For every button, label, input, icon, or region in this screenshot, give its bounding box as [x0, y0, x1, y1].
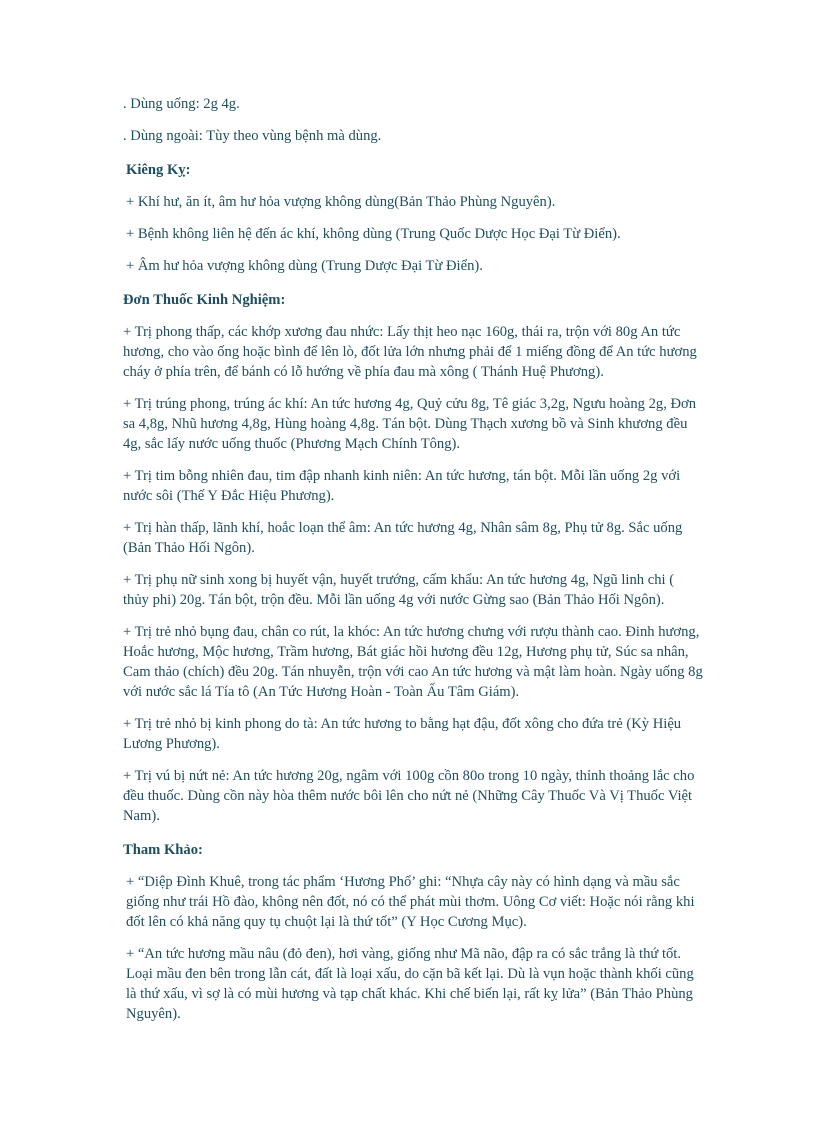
contraindications-heading: Kiêng Kỵ: [126, 162, 191, 178]
document-page [123, 94, 703, 1036]
dosage-oral: . Dùng uống: 2g 4g. [123, 96, 240, 112]
prescription-item: + Trị trẻ nhỏ bụng đau, chân co rút, la khóc: An tức hương chưng với rượu thành cao. Đinh hương, Hoắc hương, Mộc hương, Trầm hương, Bát giác hồi hương đều 12g, Hương phụ tử, Súc sa nhân, Cam thảo (chích) đều 20g. Tán nhuyễn, trộn với cao An tức hương và mật làm hoàn. Ngày uống 8g với nước sắc lá Tía tô (An Tức Hương Hoàn - Toàn Ấu Tâm Giám). [123, 624, 703, 700]
prescription-item: + Trị vú bị nứt nẻ: An tức hương 20g, ngâm với 100g cồn 80o trong 10 ngày, thỉnh thoảng lắc cho đều thuốc. Dùng cồn này hòa thêm nước bôi lên cho nứt nẻ (Những Cây Thuốc Và Vị Thuốc Việt Nam). [123, 768, 695, 824]
prescription-item: + Trị hàn thấp, lãnh khí, hoắc loạn thể âm: An tức hương 4g, Nhân sâm 8g, Phụ tử 8g. Sắc uống (Bản Thảo Hối Ngôn). [123, 520, 683, 556]
prescription-item: + Trị phong thấp, các khớp xương đau nhức: Lấy thịt heo nạc 160g, thái ra, trộn với 80g An tức hương, cho vào ống hoặc bình để lên lò, đốt lửa lớn nhưng phải để 1 miếng đồng để An tức hương cháy ở phía trên, để bánh có lỗ hướng về phía đau mà xông ( Thánh Huệ Phương). [123, 324, 697, 380]
prescriptions-heading: Đơn Thuốc Kinh Nghiệm: [123, 292, 286, 308]
contraindication-item: + Âm hư hỏa vượng không dùng (Trung Dược Đại Từ Điển). [126, 258, 483, 274]
reference-item: + “An tức hương mầu nâu (đỏ đen), hơi vàng, giống như Mã não, đập ra có sắc trắng là thứ tốt. Loại mầu đen bên trong lẫn cát, đất là loại xấu, do cặn bã kết lại. Dù là vụn hoặc thành khối cũng là thứ xấu, vì sợ là có mùi hương và tạp chất khác. Khi chế biến lại, rất kỵ lửa” (Bản Thảo Phùng Nguyên). [126, 946, 694, 1022]
references-heading: Tham Khảo: [123, 842, 203, 858]
contraindication-item: + Bệnh không liên hệ đến ác khí, không dùng (Trung Quốc Dược Học Đại Từ Điển). [126, 226, 621, 242]
prescription-item: + Trị phụ nữ sinh xong bị huyết vận, huyết trướng, cấm khẩu: An tức hương 4g, Ngũ linh chi ( thủy phi) 20g. Tán bột, trộn đều. Mỗi lần uống 4g với nước Gừng sao (Bản Thảo Hối Ngôn). [123, 572, 675, 608]
contraindication-item: + Khí hư, ăn ít, âm hư hỏa vượng không dùng(Bản Thảo Phùng Nguyên). [126, 194, 556, 210]
prescription-item: + Trị trúng phong, trúng ác khí: An tức hương 4g, Quỷ cửu 8g, Tê giác 3,2g, Ngưu hoàng 2g, Đơn sa 4,8g, Nhũ hương 4,8g, Hùng hoàng 4,8g. Tán bột. Dùng Thạch xương bồ và Sinh khương đều 4g, sắc lấy nước uống thuốc (Phương Mạch Chính Tông). [123, 396, 697, 452]
reference-item: + “Diệp Đình Khuê, trong tác phẩm ‘Hương Phổ’ ghi: “Nhựa cây này có hình dạng và mầu sắc giống như trái Hồ đào, không nên đốt, nó có thể phát mùi thơm. Uông Cơ viết: Hoặc nói rằng khi đốt lên có khả năng quy tụ chuột lại là thứ tốt” (Y Học Cương Mục). [126, 874, 695, 930]
prescription-item: + Trị tim bỗng nhiên đau, tim đập nhanh kinh niên: An tức hương, tán bột. Mỗi lần uống 2g với nước sôi (Thế Y Đắc Hiệu Phương). [123, 468, 681, 504]
prescription-item: + Trị trẻ nhỏ bị kinh phong do tà: An tức hương to bằng hạt đậu, đốt xông cho đứa trẻ (Kỳ Hiệu Lương Phương). [123, 716, 682, 752]
dosage-external: . Dùng ngoài: Tùy theo vùng bệnh mà dùng. [123, 128, 382, 144]
